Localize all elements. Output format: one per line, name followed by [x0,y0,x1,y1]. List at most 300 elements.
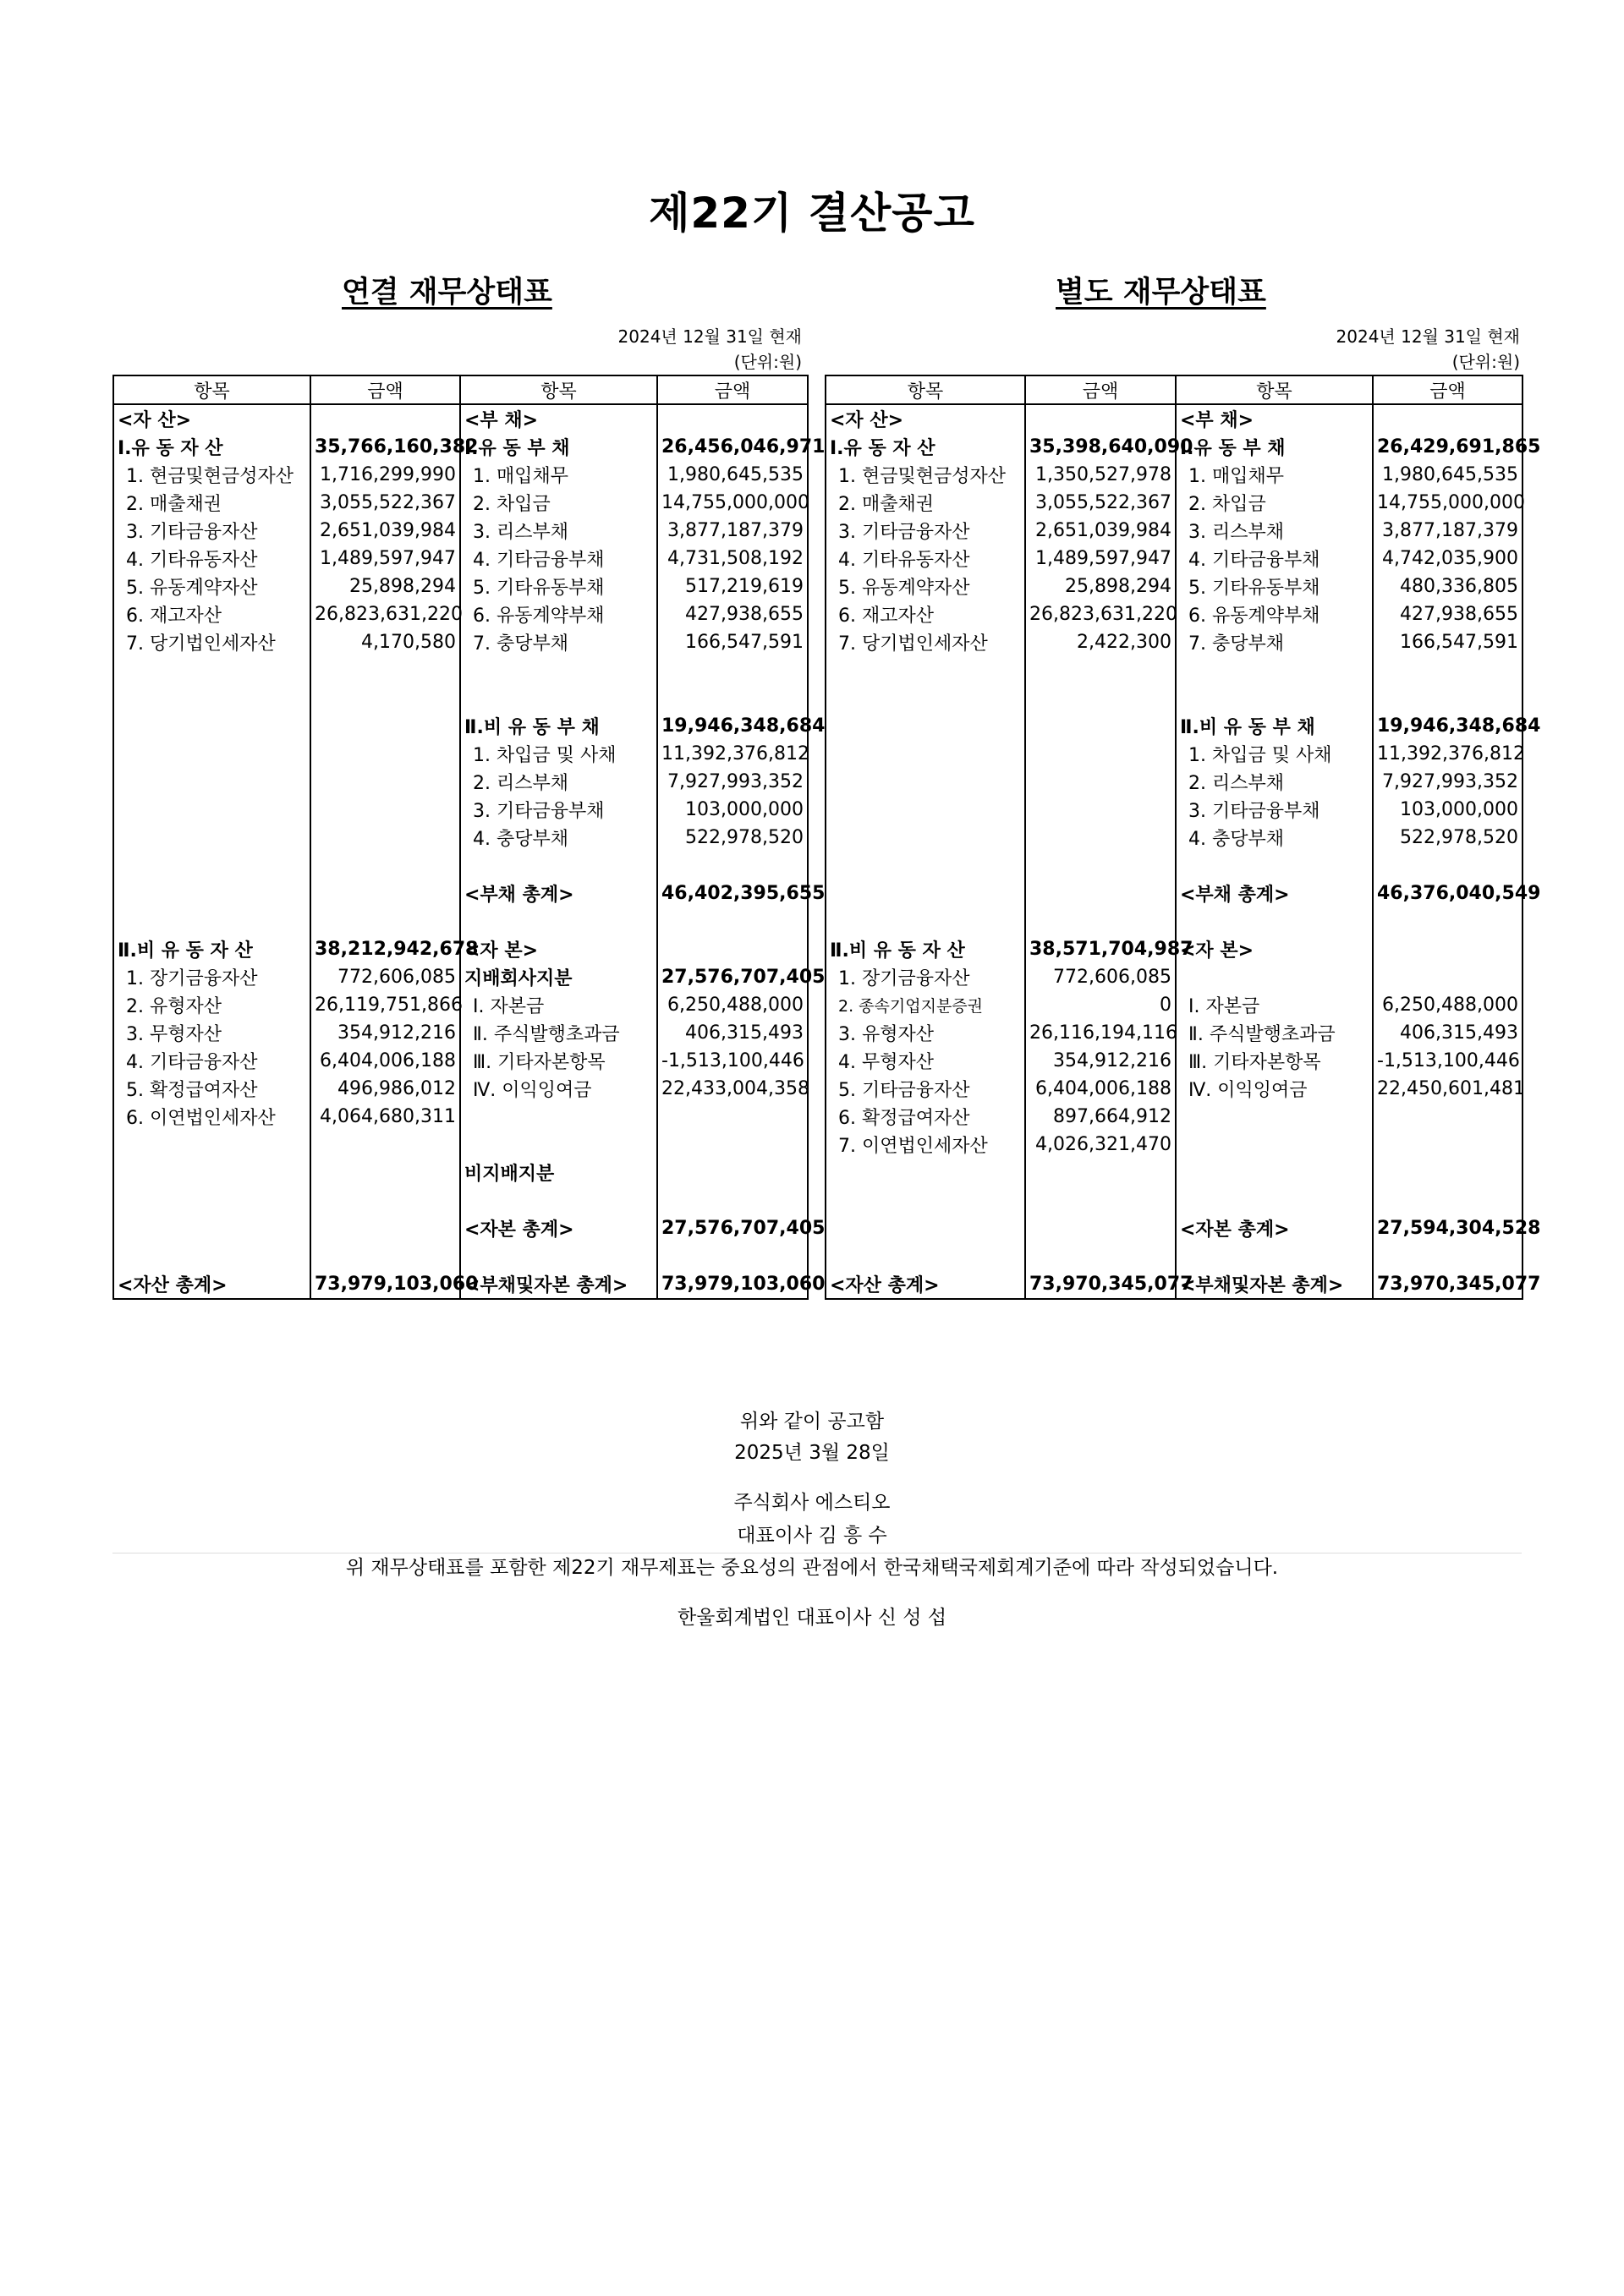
amount-cell: 25,898,294 [1025,573,1176,600]
item-cell: <자 본> [460,935,657,963]
table-row [113,907,808,935]
amount-cell: -1,513,100,446 [657,1047,808,1075]
table-row [113,1270,808,1299]
item-cell: 2. 매출채권 [826,489,1025,517]
item-cell [826,656,1025,684]
amount-cell [1025,1214,1176,1242]
item-cell: 4. 기타금융부채 [460,545,657,573]
amount-cell [310,1186,460,1214]
table-row [113,852,808,879]
amount-cell [310,656,460,684]
item-cell: <자산 총계> [826,1270,1025,1299]
auditor-name: 한울회계법인 대표이사 신 성 섭 [677,1607,947,1629]
table-row [113,1159,808,1186]
item-cell: Ⅰ.유 동 부 채 [1176,433,1373,461]
amount-cell: 1,980,645,535 [1373,461,1522,489]
amount-cell [310,1242,460,1270]
amount-cell [1373,1131,1522,1159]
item-cell: 2. 유형자산 [113,991,310,1019]
amount-cell: 4,170,580 [310,628,460,656]
amount-cell: 26,823,631,220 [1025,600,1176,628]
amount-cell: 26,429,691,865 [1373,433,1522,461]
amount-cell: 406,315,493 [1373,1019,1522,1047]
amount-cell: 103,000,000 [657,796,808,824]
item-cell [113,1159,310,1186]
amount-cell [1025,879,1176,907]
item-cell [113,656,310,684]
amount-cell [1373,1186,1522,1214]
table-row [113,461,808,489]
amount-cell: 35,398,640,090 [1025,433,1176,461]
table-row [113,545,808,573]
item-cell: 3. 기타금융부채 [1176,796,1373,824]
item-cell: 1. 장기금융자산 [113,963,310,991]
table-row [113,824,808,852]
amount-cell [1373,1242,1522,1270]
item-cell [826,824,1025,852]
amount-cell: 772,606,085 [310,963,460,991]
table-row [826,1019,1522,1047]
table-row [113,433,808,461]
amount-cell: 480,336,805 [1373,573,1522,600]
amount-cell [657,656,808,684]
item-cell [460,1103,657,1131]
amount-cell [310,1159,460,1186]
table-row [826,907,1522,935]
amount-cell [1025,684,1176,712]
separate-balance-sheet-table [825,375,1541,1300]
table-row [826,879,1522,907]
amount-cell [657,1186,808,1214]
item-cell: 2. 차입금 [1176,489,1373,517]
amount-cell [1373,852,1522,879]
table-row [113,712,808,740]
amount-cell [657,684,808,712]
table-row [113,991,808,1019]
table-row [826,852,1522,879]
table-row [113,1186,808,1214]
amount-cell [1025,824,1176,852]
item-cell: <자본 총계> [460,1214,657,1242]
amount-cell: 6,250,488,000 [657,991,808,1019]
amount-cell [1025,768,1176,796]
amount-cell: 2,651,039,984 [1025,517,1176,545]
item-cell: 4. 기타금융자산 [113,1047,310,1075]
amount-cell: 897,664,912 [1025,1103,1176,1131]
amount-cell: 73,970,345,077 [1373,1270,1522,1299]
item-cell: Ⅰ.유 동 자 산 [113,433,310,461]
amount-cell [1025,796,1176,824]
amount-cell: 2,651,039,984 [310,517,460,545]
table-row [826,991,1522,1019]
item-cell: 3. 기타금융부채 [460,796,657,824]
page-title: 제22기 결산공고 [649,189,975,238]
amount-cell: 7,927,993,352 [1373,768,1522,796]
item-cell [113,740,310,768]
item-cell: 4. 충당부채 [460,824,657,852]
table-row [113,656,808,684]
column-header: 금액 [1025,375,1176,404]
item-cell [826,796,1025,824]
amount-cell [310,852,460,879]
item-cell: 4. 기타유동자산 [826,545,1025,573]
amount-cell [1025,852,1176,879]
amount-cell: 1,716,299,990 [310,461,460,489]
item-cell [113,1242,310,1270]
item-cell: <부채 총계> [1176,879,1373,907]
item-cell [460,656,657,684]
item-cell: Ⅰ. 자본금 [460,991,657,1019]
amount-cell [1025,740,1176,768]
table-row [826,1131,1522,1159]
item-cell: 3. 리스부채 [1176,517,1373,545]
item-cell: <부채및자본 총계> [1176,1270,1373,1299]
table-row [113,1214,808,1242]
audit-note: 위 재무상태표를 포함한 제22기 재무제표는 중요성의 관점에서 한국채택국제회계기준에 따라 작성되었습니다. [345,1557,1279,1579]
table-row [113,684,808,712]
table-row [113,489,808,517]
item-cell: 1. 현금및현금성자산 [113,461,310,489]
item-cell: 6. 이연법인세자산 [113,1103,310,1131]
item-cell: Ⅱ. 주식발행초과금 [1176,1019,1373,1047]
table-row [113,1242,808,1270]
amount-cell [1025,1186,1176,1214]
amount-cell: 19,946,348,684 [657,712,808,740]
amount-cell: 427,938,655 [657,600,808,628]
table-row [826,656,1522,684]
table-row [826,1047,1522,1075]
amount-cell: 14,755,000,000 [657,489,808,517]
item-cell [460,1131,657,1159]
table-row [113,768,808,796]
amount-cell: 406,315,493 [657,1019,808,1047]
table-row [826,1214,1522,1242]
amount-cell: 3,055,522,367 [1025,489,1176,517]
item-cell: 3. 무형자산 [113,1019,310,1047]
amount-cell [657,404,808,433]
table-row [113,1103,808,1131]
amount-cell: 354,912,216 [310,1019,460,1047]
item-cell [826,1159,1025,1186]
amount-cell: 3,877,187,379 [657,517,808,545]
amount-cell: 4,026,321,470 [1025,1131,1176,1159]
item-cell: Ⅱ. 주식발행초과금 [460,1019,657,1047]
table-header-row [113,375,808,404]
item-cell [1176,1103,1373,1131]
amount-cell [310,712,460,740]
amount-cell [1373,935,1522,963]
consolidated-unit: (단위:원) [733,352,802,372]
amount-cell [310,404,460,433]
amount-cell: 26,116,194,116 [1025,1019,1176,1047]
item-cell: 6. 유동계약부채 [1176,600,1373,628]
amount-cell [1025,1242,1176,1270]
table-row [113,1075,808,1103]
table-row [826,1075,1522,1103]
table-row [113,1047,808,1075]
table-row [113,963,808,991]
column-header: 금액 [1373,375,1522,404]
amount-cell [1025,656,1176,684]
amount-cell: 496,986,012 [310,1075,460,1103]
item-cell: 1. 매입채무 [460,461,657,489]
separate-unit: (단위:원) [1451,352,1520,372]
amount-cell: 772,606,085 [1025,963,1176,991]
item-cell: 7. 이연법인세자산 [826,1131,1025,1159]
amount-cell: 11,392,376,812 [1373,740,1522,768]
amount-cell: 4,064,680,311 [310,1103,460,1131]
amount-cell [657,1159,808,1186]
item-cell: 5. 유동계약자산 [113,573,310,600]
announcement-date: 2025년 3월 28일 [734,1442,890,1464]
amount-cell: 3,877,187,379 [1373,517,1522,545]
item-cell [826,768,1025,796]
amount-cell: 522,978,520 [1373,824,1522,852]
amount-cell [310,740,460,768]
amount-cell: 0 [1025,991,1176,1019]
amount-cell [657,1103,808,1131]
ceo-name: 대표이사 김 흥 수 [737,1525,887,1547]
table-row [826,1270,1522,1299]
item-cell: 비지배지분 [460,1159,657,1186]
item-cell: 1. 장기금융자산 [826,963,1025,991]
table-row [826,489,1522,517]
table-row [826,573,1522,600]
amount-cell [310,824,460,852]
table-row [826,1103,1522,1131]
table-row [113,517,808,545]
item-cell: <부채 총계> [460,879,657,907]
item-cell [826,740,1025,768]
item-cell [113,768,310,796]
item-cell: 1. 매입채무 [1176,461,1373,489]
item-cell: 1. 차입금 및 사채 [1176,740,1373,768]
amount-cell: 46,376,040,549 [1373,879,1522,907]
amount-cell [1025,907,1176,935]
amount-cell: 22,433,004,358 [657,1075,808,1103]
item-cell: 3. 기타금융자산 [826,517,1025,545]
item-cell [1176,852,1373,879]
amount-cell: 6,404,006,188 [310,1047,460,1075]
table-row [826,433,1522,461]
item-cell [1176,907,1373,935]
item-cell [826,1214,1025,1242]
item-cell: 7. 당기법인세자산 [113,628,310,656]
amount-cell: 354,912,216 [1025,1047,1176,1075]
table-row [826,545,1522,573]
item-cell [1176,1159,1373,1186]
item-cell: <자산 총계> [113,1270,310,1299]
amount-cell: 38,571,704,987 [1025,935,1176,963]
item-cell [113,712,310,740]
amount-cell [310,907,460,935]
item-cell [460,1242,657,1270]
amount-cell [1373,963,1522,991]
item-cell: Ⅰ.유 동 부 채 [460,433,657,461]
item-cell: Ⅱ.비 유 동 자 산 [113,935,310,963]
amount-cell [657,852,808,879]
table-row [826,740,1522,768]
item-cell: <부 채> [460,404,657,433]
item-cell [826,684,1025,712]
table-row [113,573,808,600]
item-cell [1176,963,1373,991]
item-cell [460,684,657,712]
item-cell [1176,656,1373,684]
item-cell [1176,1186,1373,1214]
amount-cell: 19,946,348,684 [1373,712,1522,740]
amount-cell [1373,404,1522,433]
item-cell: Ⅳ. 이익잉여금 [1176,1075,1373,1103]
table-header-row [826,375,1522,404]
item-cell: <자 본> [1176,935,1373,963]
item-cell [113,1186,310,1214]
item-cell: Ⅲ. 기타자본항목 [460,1047,657,1075]
item-cell [460,852,657,879]
item-cell: 2. 리스부채 [460,768,657,796]
amount-cell: 35,766,160,382 [310,433,460,461]
table-row [113,628,808,656]
amount-cell [1373,907,1522,935]
item-cell [113,1214,310,1242]
table-row [826,768,1522,796]
item-cell: Ⅱ.비 유 동 부 채 [1176,712,1373,740]
table-row [113,404,808,433]
table-row [826,628,1522,656]
table-row [113,1131,808,1159]
column-header: 금액 [657,375,808,404]
item-cell: 1. 현금및현금성자산 [826,461,1025,489]
amount-cell [1373,684,1522,712]
amount-cell [310,768,460,796]
amount-cell: 38,212,942,678 [310,935,460,963]
item-cell [826,907,1025,935]
table-row [113,879,808,907]
amount-cell: 46,402,395,655 [657,879,808,907]
item-cell: Ⅱ.비 유 동 부 채 [460,712,657,740]
item-cell: Ⅱ.비 유 동 자 산 [826,935,1025,963]
amount-cell: 103,000,000 [1373,796,1522,824]
item-cell: <자 산> [113,404,310,433]
column-header: 항목 [113,375,310,404]
item-cell: 1. 차입금 및 사채 [460,740,657,768]
item-cell [113,684,310,712]
item-cell: 3. 유형자산 [826,1019,1025,1047]
consolidated-date: 2024년 12월 31일 현재 [617,326,802,347]
amount-cell: 6,250,488,000 [1373,991,1522,1019]
item-cell: 2. 종속기업지분증권 [826,991,1025,1019]
item-cell [826,1242,1025,1270]
item-cell [826,712,1025,740]
amount-cell: 73,970,345,077 [1025,1270,1176,1299]
item-cell: 4. 무형자산 [826,1047,1025,1075]
table-row [826,461,1522,489]
item-cell: <자 산> [826,404,1025,433]
item-cell [826,852,1025,879]
amount-cell: 166,547,591 [1373,628,1522,656]
amount-cell: 1,489,597,947 [1025,545,1176,573]
amount-cell: 73,979,103,060 [657,1270,808,1299]
amount-cell: 25,898,294 [310,573,460,600]
amount-cell [657,935,808,963]
amount-cell [310,684,460,712]
amount-cell: 517,219,619 [657,573,808,600]
table-row [826,1159,1522,1186]
item-cell: 4. 충당부채 [1176,824,1373,852]
item-cell: 6. 재고자산 [826,600,1025,628]
table-row [826,1186,1522,1214]
item-cell: <자본 총계> [1176,1214,1373,1242]
item-cell [826,1186,1025,1214]
amount-cell: 4,742,035,900 [1373,545,1522,573]
amount-cell: 26,456,046,971 [657,433,808,461]
amount-cell: 22,450,601,481 [1373,1075,1522,1103]
amount-cell: 4,731,508,192 [657,545,808,573]
item-cell [113,852,310,879]
table-row [826,824,1522,852]
item-cell: Ⅲ. 기타자본항목 [1176,1047,1373,1075]
separate-date: 2024년 12월 31일 현재 [1336,326,1520,347]
amount-cell: 1,350,527,978 [1025,461,1176,489]
amount-cell [310,1131,460,1159]
item-cell [460,1186,657,1214]
table-row [113,740,808,768]
item-cell: 5. 기타금융자산 [826,1075,1025,1103]
column-header: 항목 [826,375,1025,404]
item-cell [826,879,1025,907]
item-cell: <부 채> [1176,404,1373,433]
item-cell [1176,684,1373,712]
amount-cell: 1,489,597,947 [310,545,460,573]
column-header: 항목 [460,375,657,404]
amount-cell: 427,938,655 [1373,600,1522,628]
column-header: 항목 [1176,375,1373,404]
amount-cell: 7,927,993,352 [657,768,808,796]
item-cell: 7. 당기법인세자산 [826,628,1025,656]
item-cell: 5. 기타유동부채 [460,573,657,600]
item-cell [113,1131,310,1159]
table-row [826,684,1522,712]
item-cell [1176,1242,1373,1270]
amount-cell [1025,1159,1176,1186]
table-row [826,935,1522,963]
item-cell [460,907,657,935]
item-cell: 2. 리스부채 [1176,768,1373,796]
amount-cell: 166,547,591 [657,628,808,656]
amount-cell [1373,1159,1522,1186]
consolidated-heading: 연결 재무상태표 [342,276,552,310]
amount-cell: 522,978,520 [657,824,808,852]
item-cell: Ⅰ. 자본금 [1176,991,1373,1019]
item-cell: 4. 기타금융부채 [1176,545,1373,573]
table-row [113,1019,808,1047]
amount-cell: 73,979,103,060 [310,1270,460,1299]
amount-cell: 27,576,707,405 [657,963,808,991]
amount-cell: 27,576,707,405 [657,1214,808,1242]
amount-cell: 27,594,304,528 [1373,1214,1522,1242]
table-row [826,517,1522,545]
amount-cell: 6,404,006,188 [1025,1075,1176,1103]
amount-cell [1025,712,1176,740]
item-cell: 지배회사지분 [460,963,657,991]
amount-cell [310,879,460,907]
item-cell: 5. 유동계약자산 [826,573,1025,600]
amount-cell [1025,404,1176,433]
item-cell: 6. 확정급여자산 [826,1103,1025,1131]
item-cell: Ⅳ. 이익잉여금 [460,1075,657,1103]
item-cell: 2. 차입금 [460,489,657,517]
amount-cell: 26,119,751,866 [310,991,460,1019]
